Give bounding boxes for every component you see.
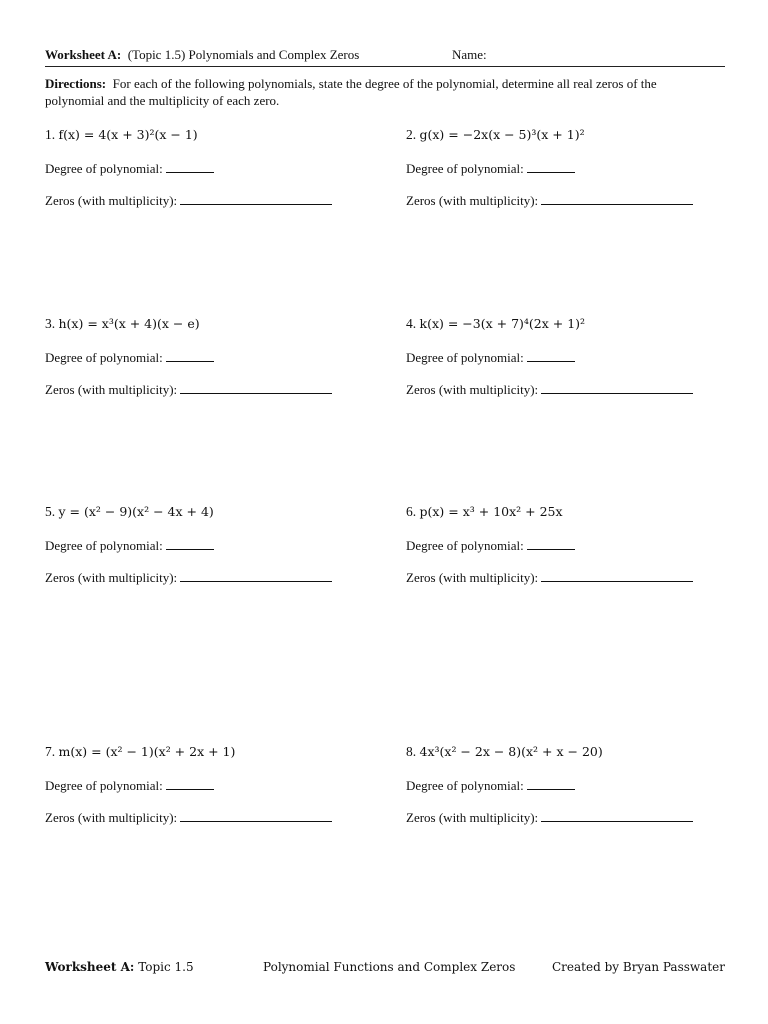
problem-expression: k(x) = −3(x + 7)⁴(2x + 1)²: [419, 316, 586, 331]
degree-label: Degree of polynomial:: [406, 538, 524, 553]
zeros-line: [406, 192, 693, 209]
degree-line: [406, 537, 575, 554]
zeros-label: Zeros (with multiplicity):: [45, 570, 178, 585]
problem-expression: m(x) = (x² − 1)(x² + 2x + 1): [58, 744, 236, 759]
problem-expression: p(x) = x³ + 10x² + 25x: [419, 504, 563, 519]
problem-1: [45, 127, 375, 208]
zeros-label: Zeros (with multiplicity):: [406, 570, 539, 585]
worksheet-title: [45, 47, 359, 63]
degree-line: [406, 160, 575, 177]
zeros-label: Zeros (with multiplicity):: [406, 810, 539, 825]
zeros-answer-blank[interactable]: [180, 381, 332, 394]
degree-line: [406, 349, 575, 366]
problem-number: 4.: [406, 316, 417, 331]
degree-line: [45, 777, 214, 794]
problem-6: [406, 504, 736, 585]
problem-equation: [406, 316, 736, 334]
zeros-answer-blank[interactable]: [180, 569, 332, 582]
footer-title: Polynomial Functions and Complex Zeros: [263, 960, 516, 974]
problem-number: 5.: [45, 504, 56, 519]
directions-text: For each of the following polynomials, state the degree of the polynomial, determine all real zeros of the polynomial and the multiplicity of each zero.: [45, 76, 657, 108]
zeros-answer-blank[interactable]: [541, 192, 693, 205]
degree-line: [45, 160, 214, 177]
problem-5: [45, 504, 375, 585]
degree-line: [45, 537, 214, 554]
zeros-answer-blank[interactable]: [541, 809, 693, 822]
problem-7: [45, 744, 375, 825]
degree-label: Degree of polynomial:: [45, 350, 163, 365]
problem-equation: [45, 744, 375, 762]
worksheet-label: Worksheet A:: [45, 47, 122, 62]
degree-label: Degree of polynomial:: [45, 778, 163, 793]
problem-number: 8.: [406, 744, 417, 759]
problem-number: 6.: [406, 504, 417, 519]
degree-answer-blank[interactable]: [166, 777, 214, 790]
degree-label: Degree of polynomial:: [45, 538, 163, 553]
degree-answer-blank[interactable]: [527, 777, 575, 790]
problem-expression: f(x) = 4(x + 3)²(x − 1): [58, 127, 198, 142]
problem-3: [45, 316, 375, 397]
problem-equation: [45, 127, 375, 145]
zeros-label: Zeros (with multiplicity):: [45, 810, 178, 825]
zeros-line: [406, 809, 693, 826]
problem-expression: h(x) = x³(x + 4)(x − e): [58, 316, 200, 331]
problem-number: 2.: [406, 127, 417, 142]
problem-4: [406, 316, 736, 397]
problem-number: 3.: [45, 316, 56, 331]
zeros-line: [45, 809, 332, 826]
zeros-answer-blank[interactable]: [180, 809, 332, 822]
zeros-label: Zeros (with multiplicity):: [45, 193, 178, 208]
zeros-answer-blank[interactable]: [541, 569, 693, 582]
degree-label: Degree of polynomial:: [406, 778, 524, 793]
zeros-line: [45, 381, 332, 398]
zeros-line: [45, 569, 332, 586]
footer-credit: Created by Bryan Passwater: [552, 960, 725, 974]
degree-label: Degree of polynomial:: [406, 161, 524, 176]
problem-expression: 4x³(x² − 2x − 8)(x² + x − 20): [419, 744, 603, 759]
directions-label: Directions:: [45, 76, 107, 91]
problem-equation: [406, 504, 736, 522]
degree-line: [45, 349, 214, 366]
footer-worksheet: [45, 960, 194, 974]
degree-label: Degree of polynomial:: [45, 161, 163, 176]
directions: [45, 75, 713, 109]
problem-number: 7.: [45, 744, 56, 759]
problem-equation: [406, 744, 736, 762]
degree-line: [406, 777, 575, 794]
footer-worksheet-label: Worksheet A:: [45, 960, 135, 974]
zeros-answer-blank[interactable]: [180, 192, 332, 205]
problem-number: 1.: [45, 127, 56, 142]
problem-equation: [45, 316, 375, 334]
zeros-label: Zeros (with multiplicity):: [406, 193, 539, 208]
worksheet-topic: (Topic 1.5) Polynomials and Complex Zeros: [127, 47, 360, 62]
zeros-label: Zeros (with multiplicity):: [45, 382, 178, 397]
problem-2: [406, 127, 736, 208]
degree-answer-blank[interactable]: [527, 160, 575, 173]
degree-answer-blank[interactable]: [166, 349, 214, 362]
problem-equation: [406, 127, 736, 145]
zeros-answer-blank[interactable]: [541, 381, 693, 394]
problem-expression: g(x) = −2x(x − 5)³(x + 1)²: [419, 127, 585, 142]
degree-answer-blank[interactable]: [527, 537, 575, 550]
degree-answer-blank[interactable]: [166, 160, 214, 173]
zeros-line: [45, 192, 332, 209]
problem-expression: y = (x² − 9)(x² − 4x + 4): [58, 504, 214, 519]
degree-answer-blank[interactable]: [166, 537, 214, 550]
problem-equation: [45, 504, 375, 522]
name-label: Name:: [452, 47, 487, 62]
zeros-label: Zeros (with multiplicity):: [406, 382, 539, 397]
footer-topic: Topic 1.5: [138, 960, 194, 974]
page-footer: [45, 960, 725, 978]
zeros-line: [406, 569, 693, 586]
degree-label: Degree of polynomial:: [406, 350, 524, 365]
zeros-line: [406, 381, 693, 398]
degree-answer-blank[interactable]: [527, 349, 575, 362]
problem-8: [406, 744, 736, 825]
worksheet-header: [45, 46, 725, 67]
